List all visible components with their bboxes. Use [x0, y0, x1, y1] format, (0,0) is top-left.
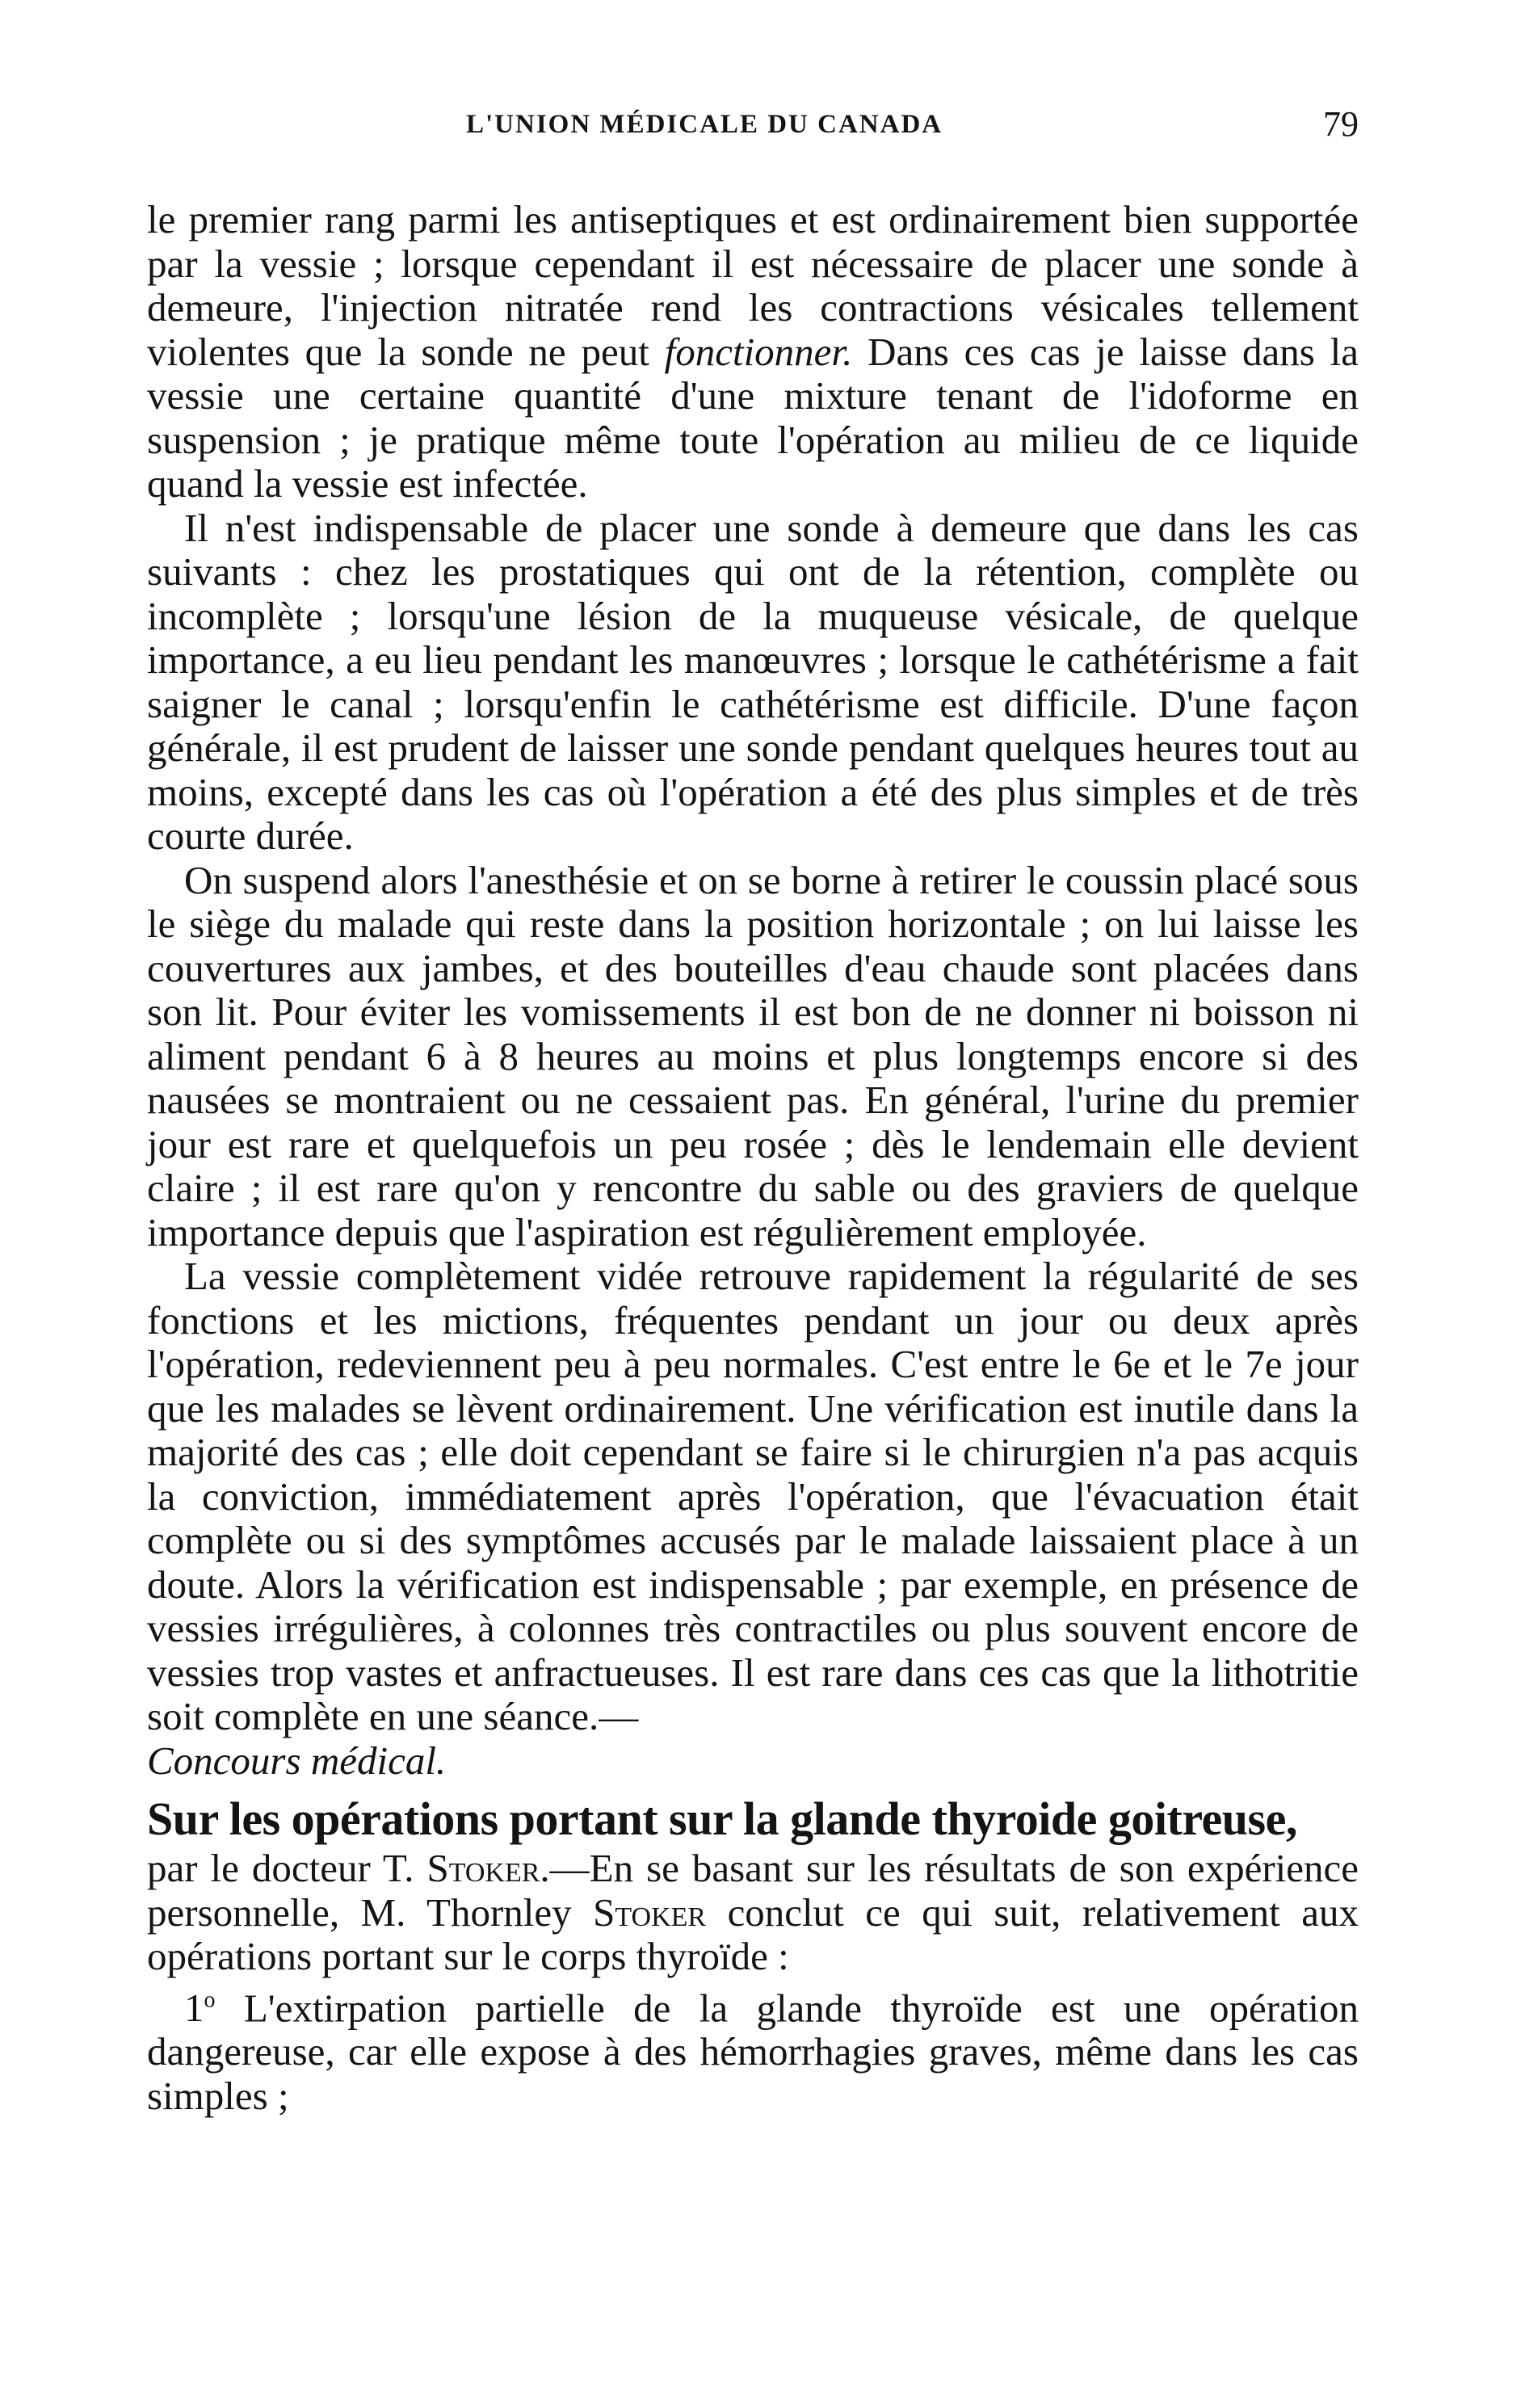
article-title: Sur les opérations portant sur la glande thyroide goitreuse,	[147, 1792, 1297, 1845]
paragraph-2: Il n'est indispensable de placer une sonde à demeure que dans les cas suivants : chez les prostatiques qui ont de la rétention, complète ou incomplète ; lorsqu'une lésion de la muqueuse vésicale, de quelque importance, a eu lieu pendant les manœuvres ; lorsque le cathétérisme a fait saigner le canal ; lorsqu'enfin le cathétérisme est difficile. D'une façon générale, il est prudent de laisser une sonde pendant quelques heures tout au moins, excepté dans les cas où l'opération a été des plus simples et de très courte durée.	[147, 505, 1359, 858]
author-name-2: Stoker	[593, 1889, 707, 1935]
paragraph-1-end: Dans ces cas je laisse dans la vessie une certaine quantité d'une mixture tenant de l'idoforme en suspension ; je pratique même toute l'opération au milieu de ce liquide quand la vessie est infectée.	[147, 329, 1359, 506]
intro-part-c: conclut ce qui suit, relativement aux opérations portant sur le corps thyroïde :	[147, 1889, 1359, 1978]
source-citation: Concours médical.	[147, 1738, 447, 1783]
journal-title: L'UNION MÉDICALE DU CANADA	[466, 110, 943, 139]
paragraph-1	[147, 198, 1359, 506]
item-number-digit: 1	[184, 1985, 204, 2030]
item-number	[184, 1986, 216, 2030]
page-number: 79	[1323, 104, 1359, 144]
paragraph-4: La vessie complètement vidée retrouve rapidement la régularité de ses fonctions et les mictions, fréquentes pendant un jour ou deux après l'opération, redeviennent peu à peu normales. C'est entre le 6e et le 7e jour que les malades se lèvent ordinairement. Une vérification est inutile dans la majorité des cas ; elle doit cependant se faire si le chirurgien n'a pas acquis la conviction, immédiatement après l'opération, que l'évacuation était complète ou si des symptômes accusés par le malade laissaient place à un doute. Alors la vérification est indispensable ; par exemple, en présence de vessies irrégulières, à colonnes très contractiles ou plus souvent encore de vessies trop vastes et anfractueuses. Il est rare dans ces cas que la lithotritie soit complète en une séance.—	[147, 1254, 1359, 1738]
item-text: L'extirpation partielle de la glande thyroïde est une opération dangereuse, car elle expose à des hémorrhagies graves, même dans les cas simples ;	[147, 1985, 1359, 2118]
paragraph-1-italic: fonctionner.	[664, 329, 853, 374]
intro-part-a: par le docteur T.	[147, 1846, 427, 1890]
paragraph-3: On suspend alors l'anesthésie et on se borne à retirer le coussin placé sous le siège du malade qui reste dans la position horizontale ; on lui laisse les couvertures aux jambes, et des bouteilles d'eau chaude sont placées dans son lit. Pour éviter les vomissements il est bon de ne donner ni boisson ni aliment pendant 6 à 8 heures au moins et plus longtemps encore si des nausées se montraient ou ne cessaient pas. En général, l'urine du premier jour est rare et quelquefois un peu rosée ; dès le lendemain elle devient claire ; il est rare qu'on y rencontre du sable ou des graviers de quelque importance depuis que l'aspiration est régulièrement employée.	[147, 857, 1359, 1254]
main-text-column	[147, 198, 1359, 1783]
item-number-superscript: o	[204, 1987, 216, 2013]
article-intro	[147, 1847, 1359, 1979]
paragraph-1-text: le premier rang parmi les antiseptiques et est ordinairement bien supportée par la vessie ; lorsque cependant il est nécessaire de placer une sonde à demeure, l'injection nitratée rend les contractions vésicales tellement violentes que la sonde ne peut	[147, 197, 1359, 374]
running-header	[147, 103, 1359, 152]
article-section	[147, 1792, 1359, 2118]
intro-part-b: .—En se basant sur les résultats de son expérience personnelle, M. Thornley	[147, 1846, 1359, 1935]
conclusion-item-1	[147, 1979, 1359, 2119]
author-name: Stoker	[426, 1846, 540, 1890]
